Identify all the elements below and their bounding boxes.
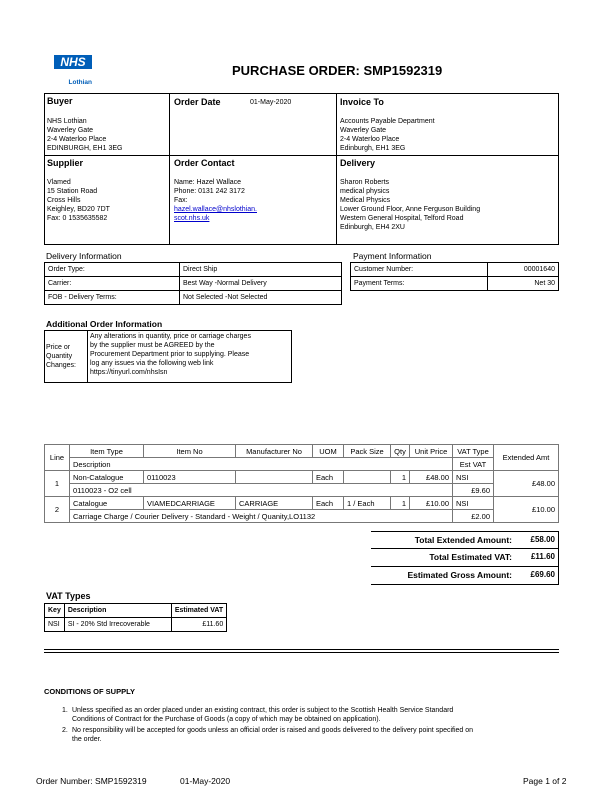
- item-qty: 1: [391, 497, 410, 510]
- col-description: Description: [70, 458, 453, 471]
- table-row: [45, 618, 227, 632]
- condition-item: [62, 706, 453, 724]
- buyer-label: Buyer: [47, 96, 73, 106]
- total-value: £11.60: [530, 552, 555, 561]
- contact-fax: Fax:: [174, 197, 188, 204]
- col-pack-size: Pack Size: [344, 445, 391, 458]
- buyer-line: NHS Lothian: [47, 118, 87, 125]
- invoice-line: Accounts Payable Department: [340, 118, 435, 125]
- nhs-logo: [52, 55, 96, 86]
- vat-key: NSI: [45, 618, 65, 632]
- footer-date: 01-May-2020: [180, 776, 231, 786]
- table-row-desc: [45, 484, 559, 497]
- item-type: Catalogue: [70, 497, 144, 510]
- total-row: [371, 531, 559, 549]
- invoice-line: Edinburgh, EH1 3EG: [340, 145, 406, 152]
- buyer-line: EDINBURGH, EH1 3EG: [47, 145, 123, 152]
- order-contact-details: [174, 178, 257, 223]
- table-row: [45, 471, 559, 484]
- condition-line: Conditions of Contract for the Purchase of Goods (a copy of which may be obtained on application).: [72, 716, 381, 723]
- supplier-line: Cross Hills: [47, 197, 81, 204]
- total-value: £69.60: [530, 570, 555, 579]
- col-manufacturer-no: Manufacturer No: [236, 445, 313, 458]
- invoice-to-label: Invoice To: [340, 97, 384, 107]
- additional-info-heading: Additional Order Information: [46, 319, 163, 329]
- item-est-vat: £2.00: [453, 510, 494, 523]
- vat-col-estimated: Estimated VAT: [171, 604, 226, 618]
- payment-info-label: Payment Terms:: [351, 277, 488, 291]
- item-extended-amt: £48.00: [494, 471, 559, 497]
- additional-text-line: by the supplier must be AGREED by the: [90, 342, 215, 349]
- additional-info-text: [90, 332, 251, 377]
- additional-label-line: Changes:: [46, 362, 76, 369]
- item-description: Carriage Charge / Courier Delivery - Standard - Weight / Quanity,LO1132: [70, 510, 453, 523]
- contact-phone: Phone: 0131 242 3172: [174, 188, 245, 195]
- additional-label-line: Quantity: [46, 353, 73, 360]
- item-line: 1: [45, 471, 70, 497]
- col-unit-price: Unit Price: [410, 445, 453, 458]
- table-row: [351, 277, 559, 291]
- order-contact-label: Order Contact: [174, 158, 235, 168]
- additional-text-line: log any issues via the following web link: [90, 360, 214, 367]
- supplier-line: Keighley, BD20 7DT: [47, 206, 110, 213]
- payment-info-value: 00001640: [488, 263, 559, 277]
- supplier-line: Fax: 0 1535635582: [47, 215, 108, 222]
- additional-info-divider: [87, 330, 88, 383]
- condition-item: [62, 726, 473, 744]
- vat-col-description: Description: [64, 604, 171, 618]
- col-vat-type: VAT Type: [453, 445, 494, 458]
- grid-vline-2: [336, 93, 337, 245]
- delivery-line: Medical Physics: [340, 197, 391, 204]
- vat-header-row: [45, 604, 227, 618]
- contact-name: Name: Hazel Wallace: [174, 179, 242, 186]
- additional-text-line: Any alterations in quantity, price or carriage charges: [90, 333, 251, 340]
- condition-number: 2.: [62, 727, 68, 734]
- invoice-to-address: [340, 117, 435, 153]
- items-header-row-2: [45, 458, 559, 471]
- payment-info-label: Customer Number:: [351, 263, 488, 277]
- delivery-info-label: Carrier:: [45, 277, 180, 291]
- address-grid: [44, 93, 559, 245]
- items-table: [44, 444, 559, 523]
- buyer-address: [47, 117, 122, 153]
- payment-info-heading: Payment Information: [353, 251, 432, 261]
- col-est-vat: Est VAT: [453, 458, 494, 471]
- col-qty: Qty: [391, 445, 410, 458]
- col-uom: UOM: [313, 445, 344, 458]
- item-description: 0110023 - O2 cell: [70, 484, 453, 497]
- grid-hline: [44, 155, 559, 156]
- footer-page: Page 1 of 2: [523, 776, 567, 786]
- item-pack-size: 1 / Each: [344, 497, 391, 510]
- item-uom: Each: [313, 497, 344, 510]
- vat-description: SI - 20% Std Irrecoverable: [64, 618, 171, 632]
- section-divider: [44, 649, 559, 650]
- total-label: Estimated Gross Amount:: [407, 570, 512, 580]
- contact-email-link-cont[interactable]: scot.nhs.uk: [174, 215, 210, 222]
- col-item-type: Item Type: [70, 445, 144, 458]
- items-header-row: [45, 445, 559, 458]
- item-pack-size: [344, 471, 391, 484]
- totals-block: [371, 531, 559, 585]
- vat-estimated: £11.60: [171, 618, 226, 632]
- supplier-address: [47, 178, 110, 223]
- nhs-logo-mark: NHS: [54, 55, 92, 69]
- condition-line: No responsibility will be accepted for goods unless an official order is raised and goods delivered to the delivery point specified on: [72, 727, 474, 734]
- supplier-label: Supplier: [47, 158, 84, 168]
- additional-text-line: https://tinyurl.com/nhsIsn: [90, 369, 168, 376]
- section-divider: [44, 652, 559, 653]
- item-est-vat: £9.60: [453, 484, 494, 497]
- total-row: [371, 549, 559, 567]
- additional-info-label: [46, 343, 76, 370]
- total-label: Total Extended Amount:: [414, 535, 512, 545]
- invoice-line: Waverley Gate: [340, 127, 387, 134]
- delivery-line: Sharon Roberts: [340, 179, 390, 186]
- item-unit-price: £48.00: [410, 471, 453, 484]
- table-row: [45, 263, 342, 277]
- order-date-value: 01-May-2020: [250, 99, 292, 106]
- col-line: Line: [45, 445, 70, 471]
- col-extended-amt: Extended Amt: [494, 445, 559, 471]
- col-item-no: Item No: [144, 445, 236, 458]
- vat-types-heading: VAT Types: [46, 591, 91, 601]
- invoice-line: 2-4 Waterloo Place: [340, 136, 400, 143]
- delivery-line: Lower Ground Floor, Anne Ferguson Building: [340, 206, 481, 213]
- additional-text-line: Procurement Department prior to supplying. Please: [90, 351, 250, 358]
- delivery-info-table: [44, 262, 342, 305]
- item-manufacturer-no: [236, 471, 313, 484]
- item-qty: 1: [391, 471, 410, 484]
- item-no: 0110023: [144, 471, 236, 484]
- footer-order-number: Order Number: SMP1592319: [36, 776, 147, 786]
- contact-email-link[interactable]: hazel.wallace@nhslothian.: [174, 206, 257, 213]
- item-type: Non-Catalogue: [70, 471, 144, 484]
- vat-col-key: Key: [45, 604, 65, 618]
- item-line: 2: [45, 497, 70, 523]
- item-extended-amt: £10.00: [494, 497, 559, 523]
- grid-vline-1: [169, 93, 170, 245]
- payment-info-table: [350, 262, 559, 291]
- delivery-info-heading: Delivery Information: [46, 251, 122, 261]
- payment-info-value: Net 30: [488, 277, 559, 291]
- delivery-info-label: Order Type:: [45, 263, 180, 277]
- table-row: [351, 263, 559, 277]
- item-no: VIAMEDCARRIAGE: [144, 497, 236, 510]
- condition-line: Unless specified as an order placed under an existing contract, this order is subject to the Scottish Health Service Standard: [72, 707, 454, 714]
- condition-line: the order.: [72, 736, 102, 743]
- table-row: [45, 277, 342, 291]
- table-row: [45, 497, 559, 510]
- item-unit-price: £10.00: [410, 497, 453, 510]
- buyer-line: Waverley Gate: [47, 127, 94, 134]
- vat-types-table: [44, 603, 227, 632]
- delivery-info-value: Direct Ship: [180, 263, 342, 277]
- delivery-address: [340, 178, 480, 232]
- buyer-line: 2-4 Waterloo Place: [47, 136, 107, 143]
- supplier-line: Vlamed: [47, 179, 71, 186]
- delivery-info-label: FOB - Delivery Terms:: [45, 291, 180, 305]
- condition-number: 1.: [62, 707, 68, 714]
- item-manufacturer-no: CARRIAGE: [236, 497, 313, 510]
- total-value: £58.00: [530, 535, 555, 544]
- item-uom: Each: [313, 471, 344, 484]
- item-vat-type: NSI: [453, 497, 494, 510]
- delivery-info-value: Not Selected -Not Selected: [180, 291, 342, 305]
- order-date-label: Order Date: [174, 97, 221, 107]
- item-vat-type: NSI: [453, 471, 494, 484]
- nhs-logo-subtitle: Lothian: [68, 79, 92, 86]
- total-label: Total Estimated VAT:: [429, 552, 512, 562]
- delivery-line: Edinburgh, EH4 2XU: [340, 224, 405, 231]
- table-row-desc: [45, 510, 559, 523]
- additional-label-line: Price or: [46, 344, 71, 351]
- table-row: [45, 291, 342, 305]
- page-title: PURCHASE ORDER: SMP1592319: [232, 63, 443, 78]
- total-row: [371, 567, 559, 585]
- delivery-line: Western General Hospital, Telford Road: [340, 215, 464, 222]
- delivery-label: Delivery: [340, 158, 376, 168]
- delivery-line: medical physics: [340, 188, 390, 195]
- supplier-line: 15 Station Road: [47, 188, 98, 195]
- delivery-info-value: Best Way -Normal Delivery: [180, 277, 342, 291]
- conditions-heading: CONDITIONS OF SUPPLY: [44, 687, 135, 696]
